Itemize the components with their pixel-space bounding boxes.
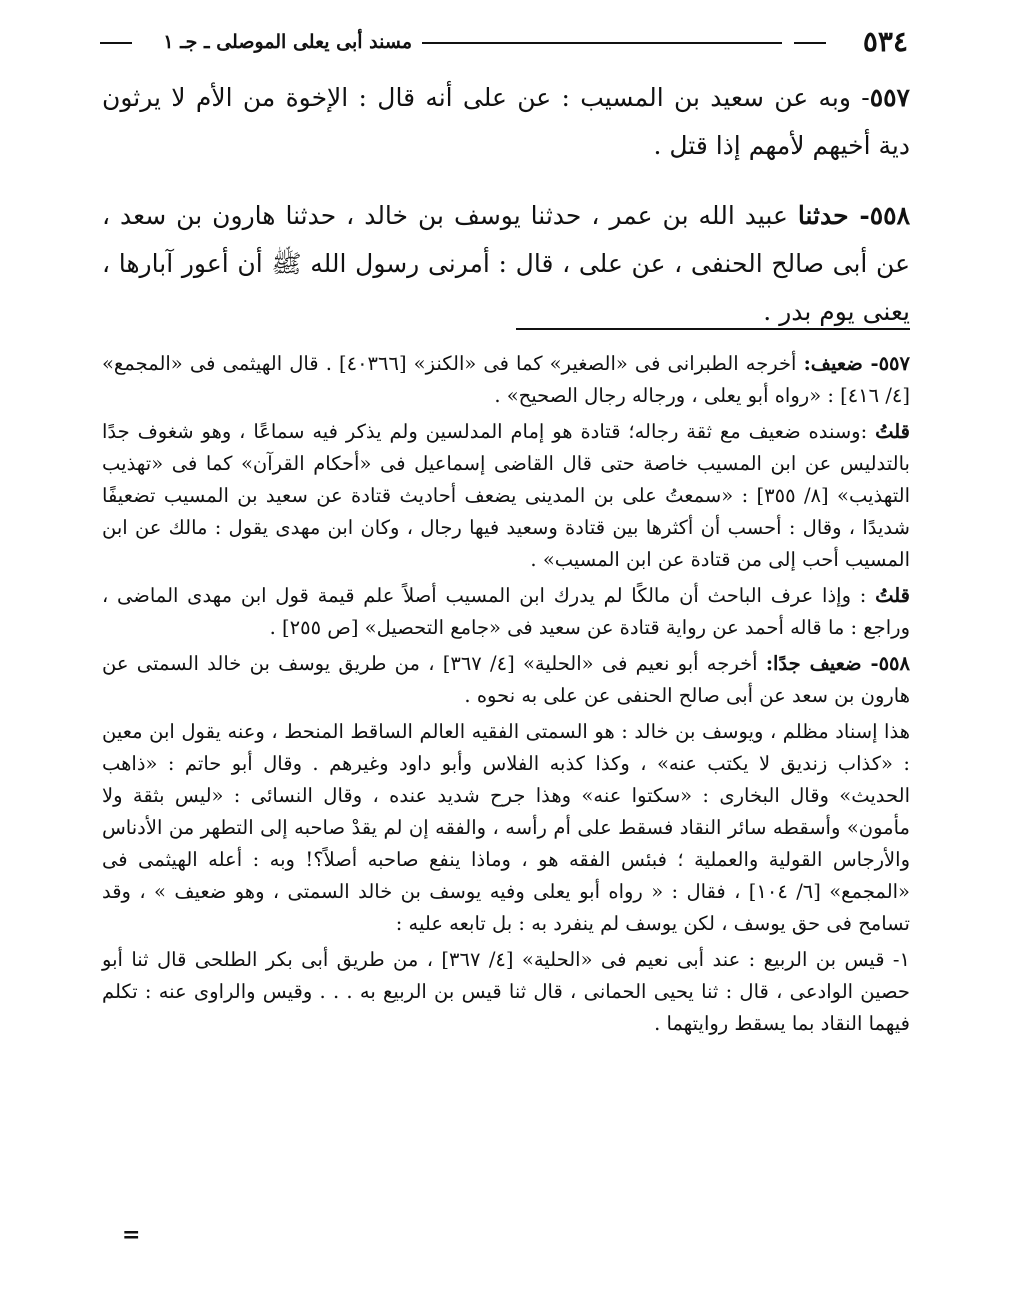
hadith-557 [102,74,910,170]
note-text: أخرجه الطبرانى فى «الصغير» كما فى «الكنز» [٤٠٣٦٦] . قال الهيثمى فى «المجمع» [٤/ ٤١٦] : «رواه أبو يعلى ، ورجاله رجال الصحيح» . [102,352,910,407]
note-paragraph: ١- قيس بن الربيع : عند أبى نعيم فى «الحلية» [٤/ ٣٦٧] ، من طريق أبى بكر الطلحى قال ثنا أبو حصين الوادعى ، قال : ثنا يحيى الحمانى ، قال ثنا قيس بن الربيع به . . . وقيس والراوى عنه : تكلم فيهما النقاد بما يسقط روايتهما . [102,948,910,1035]
footnotes [102,348,910,1044]
note-text: :وسنده ضعيف مع ثقة رجاله؛ قتادة هو إمام المدلسين ولم يذكر فيه سماعًا ، وهو شغوف جدًا بالتدليس عن ابن المسيب خاصة حتى قال القاضى إسماعيل فى «أحكام القرآن» كما فى «تهذيب التهذيب» [٨/ ٣٥٥] : «سمعتُ على بن المدينى يضعف أحاديث قتادة عن سعيد بن المسيب تضعيفًا شديدًا ، وقال : أحسب أن أكثرها بين قتادة وسعيد فيها رجال ، وكان ابن مهدى يقول : مالك عن ابن المسيب أحب إلى من قتادة عن ابن المسيب» . [102,420,911,571]
header-rule [100,42,132,44]
continuation-mark: = [122,1222,141,1248]
note-comment [102,580,910,644]
note-heading: ٥٥٧- ضعيف: [803,352,910,375]
note-paragraph: هذا إسناد مظلم ، ويوسف بن خالد : هو السمتى الفقيه العالم الساقط المنحط ، وعنه يقول ابن معين : «كذاب زنديق لا يكتب عنه» ، وكذا كذبه الفلاس وأبو داود وغيرهم . وقال أبو حاتم : «ذاهب الحديث» وقال البخارى : «سكتوا عنه» وهذا جرح شديد عنده ، وقال النسائى : «ليس بثقة ولا مأمون» وأسقطه سائر النقاد فسقط على أم رأسه ، والفقه إن لم يقدْ صاحبه إلى التطهر من الأدناس والأرجاس القولية والعملية ؛ فبئس الفقه هو ، وماذا ينفع صاحبه أصلاً؟! وبه : أعله الهيثمى فى «المجمع» [٦/ ١٠٤] ، فقال : « رواه أبو يعلى وفيه يوسف بن خالد السمتى ، وهو ضعيف » ، وقد تسامح فى حق يوسف ، لكن يوسف لم ينفرد به : بل تابعه عليه : [102,720,910,935]
note-heading: قلتُ [875,584,910,607]
running-header [100,22,908,62]
hadith-text: عبيد الله بن عمر ، حدثنا يوسف بن خالد ، حدثنا هارون بن سعد ، عن أبى صالح الحنفى ، عن على ، قال : أمرنى رسول الله ﷺ أن أعور آبارها ، يعنى يوم بدر . [102,201,910,326]
header-rule [794,42,826,44]
running-title: مسند أبى يعلى الموصلى ـ جـ ١ [163,31,412,53]
hadith-558 [102,192,910,336]
note-text: أخرجه أبو نعيم فى «الحلية» [٤/ ٣٦٧] ، من طريق يوسف بن خالد السمتى عن هارون بن سعد عن أبى صالح الحنفى عن على به نحوه . [102,652,910,707]
hadith-number: ٥٥٨ [869,201,911,230]
hadith-text: - وبه عن سعيد بن المسيب : عن على أنه قال : الإخوة من الأم لا يرثون دية أخيهم لأمهم إذا قتل . [102,83,910,160]
page-number: ٥٣٤ [862,25,908,58]
note-heading: قلتُ [875,420,910,443]
note-comment [102,416,910,576]
hadith-number: ٥٥٧ [869,83,910,112]
note-558 [102,648,910,712]
hadith-lead: - حدثنا [797,201,870,230]
header-rule [422,42,782,44]
note-557 [102,348,910,412]
main-text [102,74,910,358]
footnote-separator [516,328,910,330]
note-heading: ٥٥٨- ضعيف جدًا: [765,652,910,675]
note-text: : وإذا عرف الباحث أن مالكًا لم يدرك ابن المسيب أصلاً علم قيمة قول ابن مهدى الماضى ، وراجع : ما قاله أحمد عن رواية قتادة عن سعيد فى «جامع التحصيل» [ص ٢٥٥] . [102,584,910,639]
